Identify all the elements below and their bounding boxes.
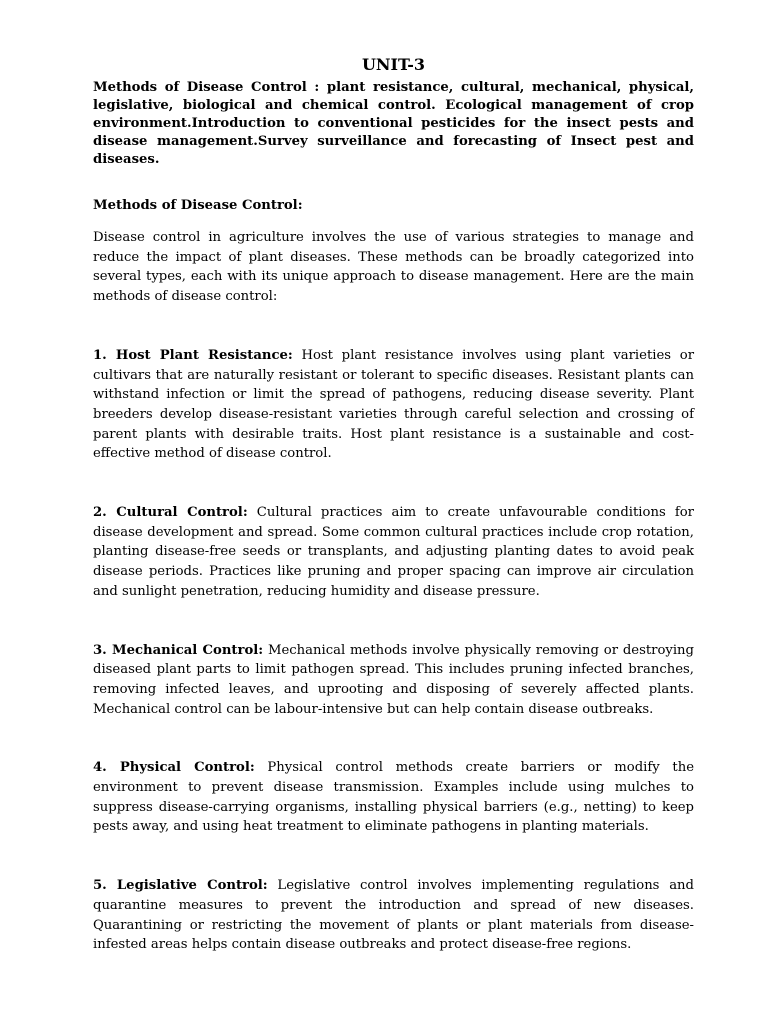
method-mechanical-control: [93, 641, 694, 720]
method-text: Cultural practices aim to create unfavourable conditions for disease development and spread. Some common cultural practices include crop rotation, planting disease-free seeds or transplants, and adjusting planting dates to avoid peak disease periods. Practices like pruning and proper spacing can improve air circulation and sunlight penetration, reducing humidity and disease pressure.: [93, 505, 694, 599]
method-cultural-control: [93, 503, 694, 602]
syllabus-summary: Methods of Disease Control : plant resistance, cultural, mechanical, physical, legislative, biological and chemical control. Ecological management of crop environment.Introduction to conventional pesticides for the insect pests and disease management.Survey surveillance and forecasting of Insect pest and diseases.: [93, 80, 694, 167]
section-heading: Methods of Disease Control:: [93, 198, 303, 213]
method-legislative-control: [93, 876, 694, 955]
method-text: Host plant resistance involves using plant varieties or cultivars that are naturally resistant or tolerant to specific diseases. Resistant plants can withstand infection or limit the spread of pathogens, reducing disease severity. Plant breeders develop disease-resistant varieties through careful selection and crossing of parent plants with desirable traits. Host plant resistance is a sustainable and cost-effective method of disease control.: [93, 347, 695, 462]
method-label: 2. Cultural Control:: [93, 505, 248, 521]
intro-paragraph: Disease control in agriculture involves the use of various strategies to manage and reduce the impact of plant diseases. These methods can be broadly categorized into several types, each with its unique approach to disease management. Here are the main methods of disease control:: [93, 230, 694, 305]
method-text: Physical control methods create barriers or modify the environment to prevent disease transmission. Examples include using mulches to suppress disease-carrying organisms, installing physical barriers (e.g., netting) to keep pests away, and using heat treatment to eliminate pathogens in planting materials.: [93, 760, 695, 835]
method-host-plant-resistance: [93, 346, 694, 464]
unit-title: UNIT-3: [361, 55, 426, 74]
method-text: Legislative control involves implementing regulations and quarantine measures to prevent the introduction and spread of new diseases. Quarantining or restricting the movement of plants or plant materials from disease-infested areas helps contain disease outbreaks and protect disease-free regions.: [93, 878, 694, 953]
method-label: 4. Physical Control:: [93, 760, 255, 776]
document-page: [93, 55, 694, 955]
method-label: 5. Legislative Control:: [93, 878, 268, 894]
method-label: 3. Mechanical Control:: [93, 642, 264, 658]
method-label: 1. Host Plant Resistance:: [93, 347, 293, 363]
method-text: Mechanical methods involve physically removing or destroying diseased plant parts to limit pathogen spread. This includes pruning infected branches, removing infected leaves, and uprooting and disposing of severely affected plants. Mechanical control can be labour-intensive but can help contain disease outbreaks.: [93, 642, 694, 717]
method-physical-control: [93, 758, 694, 837]
